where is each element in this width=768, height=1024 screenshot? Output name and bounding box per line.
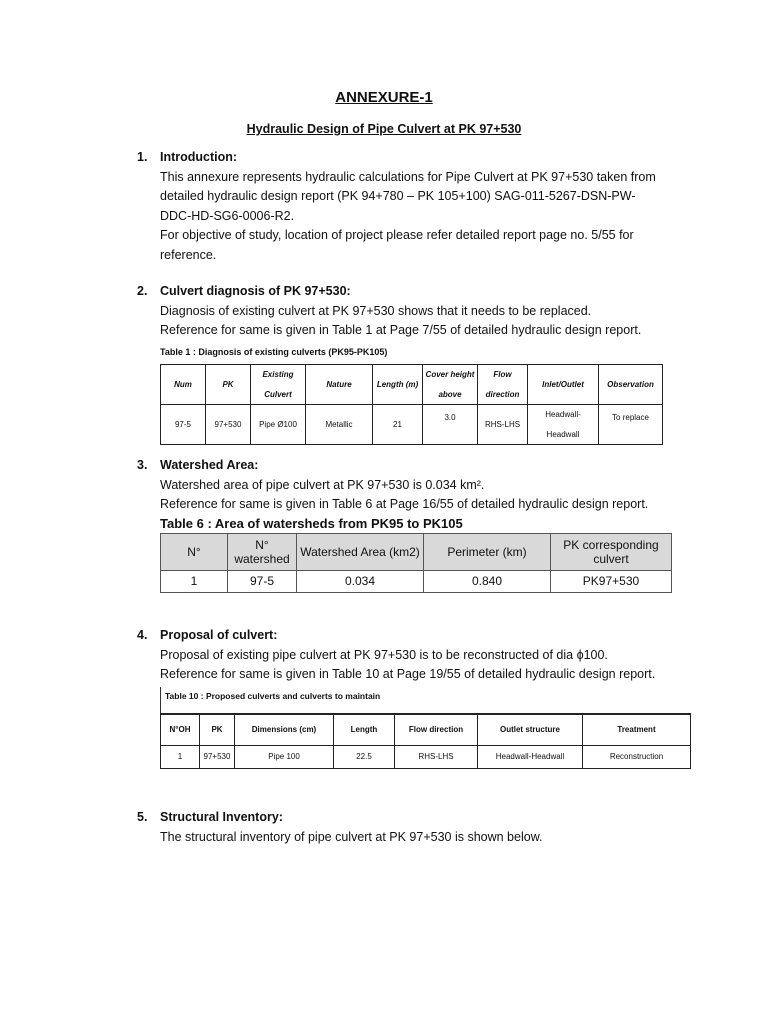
table-row <box>161 745 691 768</box>
section-heading <box>137 626 657 646</box>
section-number: 3. <box>137 458 148 472</box>
table-header: N°OH <box>161 714 200 746</box>
table-header: N° watershed <box>228 533 297 570</box>
section-title: Structural Inventory: <box>160 810 283 824</box>
section-watershed-area <box>137 456 657 593</box>
table1-diagnosis <box>160 364 663 445</box>
table-header: Flow direction <box>478 365 528 405</box>
table-cell: Pipe Ø100 <box>251 405 306 445</box>
table-cell: Reconstruction <box>583 745 691 768</box>
paragraph: Diagnosis of existing culvert at PK 97+530 shows that it needs to be replaced. <box>160 303 592 318</box>
table-header-row <box>161 365 663 405</box>
table-cell: PK97+530 <box>551 570 672 593</box>
section-structural-inventory <box>137 808 657 847</box>
section-number: 2. <box>137 284 148 298</box>
table-cell: Pipe 100 <box>235 745 334 768</box>
section-heading <box>137 282 657 302</box>
paragraph: This annexure represents hydraulic calculations for Pipe Culvert at PK 97+530 taken from detailed hydraulic design report (PK 94+780 – PK 105+100) SAG-011-5267-DSN-PW-DDC-HD-SG6-0006-R2. <box>160 169 656 223</box>
section-proposal-of-culvert <box>137 626 664 769</box>
table-header: PK corresponding culvert <box>551 533 672 570</box>
page-subtitle: Hydraulic Design of Pipe Culvert at PK 97+530 <box>246 122 522 136</box>
table-cell: 1 <box>161 570 228 593</box>
table-cell: 21 <box>373 405 423 445</box>
paragraph: Proposal of existing pipe culvert at PK 97+530 is to be reconstructed of dia ϕ100. <box>160 647 608 662</box>
section-introduction <box>137 148 657 265</box>
section-title: Proposal of culvert: <box>160 628 278 642</box>
table-header: Perimeter (km) <box>424 533 551 570</box>
table-row <box>161 570 672 593</box>
paragraph: Reference for same is given in Table 10 at Page 19/55 of detailed hydraulic design report. <box>160 667 656 681</box>
table-cell: To replace <box>599 405 663 445</box>
paragraph: Watershed area of pipe culvert at PK 97+530 is 0.034 km². <box>160 477 485 492</box>
table-header: Outlet structure <box>478 714 583 746</box>
table-header: Existing Culvert <box>251 365 306 405</box>
table-cell: 1 <box>161 745 200 768</box>
table-header: Nature <box>306 365 373 405</box>
table-cell: Headwall-Headwall <box>528 405 599 445</box>
table-cell: 97-5 <box>228 570 297 593</box>
section-number: 1. <box>137 150 148 164</box>
paragraph: Reference for same is given in Table 1 at Page 7/55 of detailed hydraulic design report. <box>160 323 642 337</box>
section-number: 4. <box>137 628 148 642</box>
table-header: PK <box>200 714 235 746</box>
table-header: Watershed Area (km2) <box>297 533 424 570</box>
table-header: Inlet/Outlet <box>528 365 599 405</box>
table-cell: 0.034 <box>297 570 424 593</box>
table1-caption: Table 1 : Diagnosis of existing culverts (PK95-PK105) <box>160 346 388 357</box>
section-culvert-diagnosis <box>137 282 657 445</box>
table-header: Num <box>161 365 206 405</box>
page-title: ANNEXURE-1 <box>335 89 433 106</box>
section-heading <box>137 148 657 168</box>
table-header: PK <box>206 365 251 405</box>
table-cell: Metallic <box>306 405 373 445</box>
table-header-row <box>161 533 672 570</box>
table-header: N° <box>161 533 228 570</box>
section-heading <box>137 456 657 476</box>
section-title: Introduction: <box>160 150 238 164</box>
table6-watersheds <box>160 533 672 594</box>
table-header-row <box>161 714 691 746</box>
section-number: 5. <box>137 810 148 824</box>
paragraph: For objective of study, location of project please refer detailed report page no. 5/55 for reference. <box>160 228 634 262</box>
table-cell: 97-5 <box>161 405 206 445</box>
table-cell: 22.5 <box>334 745 395 768</box>
table-cell: 97+530 <box>200 745 235 768</box>
paragraph: The structural inventory of pipe culvert at PK 97+530 is shown below. <box>160 829 543 844</box>
table-cell: RHS-LHS <box>395 745 478 768</box>
table-cell: 3.0 <box>423 405 478 445</box>
table-header: Cover height above <box>423 365 478 405</box>
table-header: Dimensions (cm) <box>235 714 334 746</box>
section-title: Watershed Area: <box>160 458 259 472</box>
table-cell: 0.840 <box>424 570 551 593</box>
table-cell: 97+530 <box>206 405 251 445</box>
table-header: Length <box>334 714 395 746</box>
table-row <box>161 405 663 445</box>
table-header: Treatment <box>583 714 691 746</box>
table-cell: RHS-LHS <box>478 405 528 445</box>
table-header: Length (m) <box>373 365 423 405</box>
table-header: Observation <box>599 365 663 405</box>
section-title: Culvert diagnosis of PK 97+530: <box>160 284 351 298</box>
table-cell: Headwall-Headwall <box>478 745 583 768</box>
table10-proposed-culverts <box>160 713 691 769</box>
section-heading <box>137 808 657 828</box>
table10-caption: Table 10 : Proposed culverts and culverts to maintain <box>160 687 657 713</box>
table-header: Flow direction <box>395 714 478 746</box>
table6-caption: Table 6 : Area of watersheds from PK95 to PK105 <box>160 515 463 531</box>
paragraph: Reference for same is given in Table 6 at Page 16/55 of detailed hydraulic design report. <box>160 497 649 511</box>
